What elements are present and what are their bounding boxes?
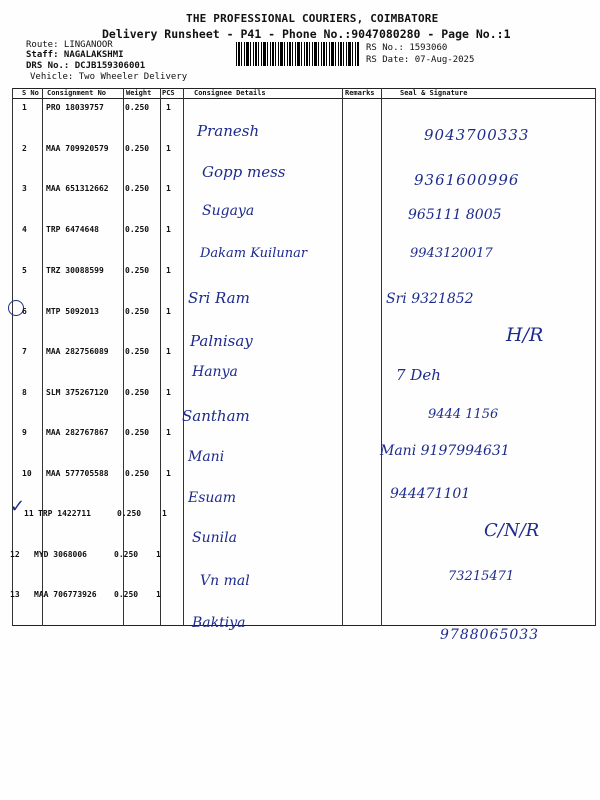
handwritten-signature: 9788065033 (440, 627, 540, 643)
handwritten-signature: 7 Deh (396, 366, 441, 384)
header-seal: Seal & Signature (400, 89, 468, 97)
cell-weight: 0.250 (125, 347, 150, 356)
cell-sno: 6 (22, 307, 27, 316)
table-row (12, 466, 596, 506)
staff-label: Staff: NAGALAKSHMI (26, 50, 124, 60)
table-row (12, 263, 596, 307)
cell-sno: 11 (24, 509, 34, 518)
handwritten-consignee: Pranesh (197, 122, 260, 140)
handwritten-signature: 944471101 (390, 486, 471, 502)
cell-sno: 2 (22, 144, 27, 153)
cell-pcs: 1 (156, 550, 161, 559)
cell-consignment: MYD 3068006 (34, 550, 87, 559)
handwritten-consignee: Santham (182, 407, 250, 425)
handwritten-signature: C/N/R (484, 520, 540, 541)
table-row (12, 181, 596, 221)
cell-pcs: 1 (166, 144, 171, 153)
handwritten-consignee: Gopp mess (202, 163, 286, 181)
cell-consignment: MTP 5092013 (46, 307, 99, 316)
table-row (12, 222, 596, 262)
handwritten-signature: 9043700333 (424, 126, 530, 144)
header-divider (12, 98, 596, 99)
cell-weight: 0.250 (125, 266, 150, 275)
cell-weight: 0.250 (125, 388, 150, 397)
header-pcs: PCS (162, 89, 175, 97)
table-row (12, 547, 596, 587)
cell-pcs: 1 (166, 266, 171, 275)
cell-pcs: 1 (166, 388, 171, 397)
runsheet-table (10, 88, 596, 643)
handwritten-consignee: Sugaya (202, 203, 255, 219)
handwritten-signature: H/R (506, 324, 544, 346)
table-row (12, 304, 596, 350)
cell-consignment: MAA 706773926 (34, 590, 97, 599)
cell-consignment: PRO 18039757 (46, 103, 104, 112)
cell-pcs: 1 (166, 184, 171, 193)
handwritten-signature: Mani 9197994631 (380, 443, 510, 459)
header-sno: S No (22, 89, 39, 97)
table-row (12, 344, 596, 384)
cell-weight: 0.250 (125, 307, 150, 316)
rs-date: RS Date: 07-Aug-2025 (366, 55, 475, 65)
vehicle-label: Vehicle: Two Wheeler Delivery (30, 72, 188, 82)
table-row (12, 100, 596, 144)
handwritten-signature: 9361600996 (414, 171, 520, 189)
cell-sno: 13 (10, 590, 20, 599)
handwritten-consignee: Esuam (188, 490, 237, 506)
cell-sno: 3 (22, 184, 27, 193)
cell-sno: 4 (22, 225, 27, 234)
handwritten-consignee: Palnisay (190, 332, 253, 350)
cell-weight: 0.250 (125, 103, 150, 112)
cell-consignment: TRP 1422711 (38, 509, 91, 518)
runsheet-title: Delivery Runsheet - P41 - Phone No.:9047080280 - Page No.:1 (102, 27, 511, 41)
cell-consignment: SLM 375267120 (46, 388, 109, 397)
cell-weight: 0.250 (125, 428, 150, 437)
handwritten-signature: 73215471 (448, 569, 515, 584)
header-consignee: Consignee Details (194, 89, 266, 97)
header-remarks: Remarks (345, 89, 375, 97)
handwritten-signature: 9444 1156 (428, 407, 499, 422)
cell-pcs: 1 (166, 347, 171, 356)
cell-weight: 0.250 (114, 590, 139, 599)
header-weight: Weight (126, 89, 152, 97)
table-row (12, 385, 596, 425)
cell-consignment: MAA 651312662 (46, 184, 109, 193)
cell-weight: 0.250 (125, 144, 150, 153)
handwritten-consignee: Dakam Kuilunar (200, 246, 308, 261)
cell-pcs: 1 (162, 509, 167, 518)
handwritten-consignee: Baktiya (192, 615, 246, 631)
handwritten-signature: Sri 9321852 (386, 291, 474, 307)
tick-mark: ✓ (10, 496, 26, 517)
cell-weight: 0.250 (125, 225, 150, 234)
cell-pcs: 1 (166, 307, 171, 316)
cell-pcs: 1 (166, 103, 171, 112)
cell-pcs: 1 (156, 590, 161, 599)
cell-consignment: MAA 709920579 (46, 144, 109, 153)
cell-consignment: MAA 282767867 (46, 428, 109, 437)
cell-sno: 5 (22, 266, 27, 275)
cell-sno: 7 (22, 347, 27, 356)
cell-weight: 0.250 (114, 550, 139, 559)
cell-consignment: TRP 6474648 (46, 225, 99, 234)
cell-pcs: 1 (166, 469, 171, 478)
cell-weight: 0.250 (125, 184, 150, 193)
table-row (10, 587, 596, 643)
cell-consignment: TRZ 30088599 (46, 266, 104, 275)
cell-sno: 10 (22, 469, 32, 478)
cell-sno: 8 (22, 388, 27, 397)
cell-pcs: 1 (166, 428, 171, 437)
handwritten-consignee: Hanya (192, 364, 238, 380)
cell-sno: 1 (22, 103, 27, 112)
company-title: THE PROFESSIONAL COURIERS, COIMBATORE (186, 12, 439, 25)
handwritten-consignee: Mani (188, 449, 225, 465)
handwritten-consignee: Sunila (192, 530, 237, 546)
handwritten-consignee: Vn mal (200, 573, 250, 589)
handwritten-consignee: Sri Ram (188, 289, 250, 307)
rs-number: RS No.: 1593060 (366, 43, 448, 53)
handwritten-signature: 965111 8005 (408, 207, 502, 223)
cell-consignment: MAA 577705588 (46, 469, 109, 478)
handwritten-signature: 9943120017 (410, 246, 493, 261)
cell-sno: 12 (10, 550, 20, 559)
table-row (12, 425, 596, 465)
cell-consignment: MAA 282756089 (46, 347, 109, 356)
route-label: Route: LINGANOOR (26, 40, 113, 50)
drs-label: DRS No.: DCJB159306001 (26, 61, 146, 71)
cell-pcs: 1 (166, 225, 171, 234)
barcode (236, 42, 360, 66)
cell-weight: 0.250 (125, 469, 150, 478)
cell-weight: 0.250 (117, 509, 142, 518)
cell-sno: 9 (22, 428, 27, 437)
header-consignment: Consignment No (47, 89, 107, 97)
